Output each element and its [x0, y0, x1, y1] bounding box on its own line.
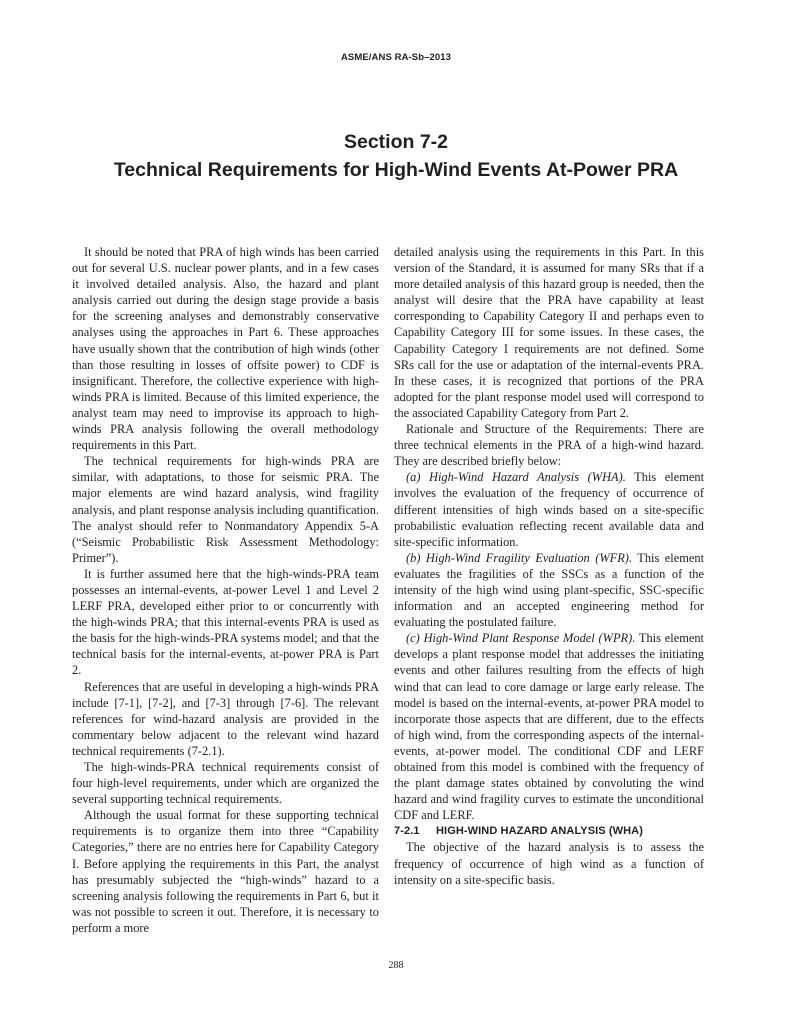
list-item-wpr	[394, 630, 704, 823]
list-item-label: (b) High-Wind Fragility Evaluation (WFR).	[406, 550, 633, 565]
page-number: 288	[388, 960, 404, 971]
list-item-wfr	[394, 550, 704, 630]
paragraph: It is further assumed here that the high-winds-PRA team possesses an internal-events, at-power Level 1 and Level 2 LERF PRA, developed either prior to or concurrently with the high-winds PRA; that this internal-events PRA is used as the basis for the high-winds-PRA systems model; and that the technical basis for the internal-events, at-power PRA is Part 2.	[72, 566, 379, 678]
paragraph: The high-winds-PRA technical requirements consist of four high-level requirements, under which are organized the several supporting technical requirements.	[72, 760, 379, 807]
section-title-block	[0, 128, 792, 184]
paragraph: Although the usual format for these supporting technical requirements is to organize them into three “Capability Categories,” there are no entries here for Capability Category I. Before applying the requirements in this Part, the analyst has presumably subjected the “high-winds” hazard to a screening analysis following the requirements in Part 6, but it was not possible to screen it out. Therefore, it is necessary to perform a more	[72, 808, 379, 935]
paragraph: The technical requirements for high-winds PRA are similar, with adaptations, to those for seismic PRA. The major elements are wind hazard analysis, wind fragility analysis, and plant response analysis including quantification. The analyst should refer to Nonmandatory Appendix 5-A (“Seismic Probabilistic Risk Assessment Methodology: Primer”).	[72, 454, 379, 565]
right-column	[394, 244, 704, 888]
running-header: ASME/ANS RA-Sb–2013	[340, 52, 452, 63]
list-item-text: This element develops a plant response model that addresses the initiating events and other failures resulting from the effects of high wind that can lead to core damage or large early release. The model is based on the internal-events, at-power PRA model to incorporate those aspects that are different, due to the effects of high wind, from the corresponding aspects of the internal-events, at-power model. The conditional CDF and LERF obtained from this model is combined with the frequency of the plant damage states obtained by convoluting the wind hazard and wind fragility curves to estimate the unconditional CDF and LERF.	[394, 631, 704, 823]
subsection-title: HIGH-WIND HAZARD ANALYSIS (WHA)	[436, 825, 643, 838]
list-item-text: This element involves the evaluation of the frequency of occurrence of different intensities of high winds based on a site-specific probabilistic evaluation reflecting recent available data and site-specific information.	[394, 470, 705, 549]
paragraph: It should be noted that PRA of high winds has been carried out for several U.S. nuclear power plants, and in a few cases it involved detailed analysis. Also, the hazard and plant analysis carried out during the design stage provide a basis for the screening analyses and demonstrably conservative analyses using the approaches in Part 6. These approaches have usually shown that the contribution of high winds (other than those resulting in losses of offsite power) to CDF is insignificant. Therefore, the collective experience with high-winds PRA is limited. Because of this limited experience, the analyst team may need to improvise its approach to high-winds PRA analysis following the overall methodology requirements in this Part.	[72, 245, 379, 453]
subsection-heading	[394, 823, 704, 839]
list-item-label: (a) High-Wind Hazard Analysis (WHA).	[406, 470, 626, 485]
paragraph: References that are useful in developing a high-winds PRA include [7-1], [7-2], and [7-3] through [7-6]. The relevant references for wind-hazard analysis are provided in the commentary below adjacent to the relevant wind hazard technical requirements (7-2.1).	[72, 679, 379, 758]
paragraph: The objective of the hazard analysis is to assess the frequency of occurrence of high wind as a function of intensity on a site-specific basis.	[394, 840, 704, 887]
paragraph-continuation: detailed analysis using the requirements in this Part. In this version of the Standard, it is assumed for many SRs that if a more detailed analysis of this hazard group is needed, then the analyst will desire that the PRA have capability at least corresponding to Capability Category II and perhaps even to Capability Category III for some issues. In these cases, the Capability Category I requirements are not defined. Some SRs call for the use or adaptation of the internal-events PRA. In these cases, it is recognized that portions of the PRA adopted for the plant response model used will correspond to the associated Capability Category from Part 2.	[394, 245, 704, 420]
section-number: Section 7-2	[343, 131, 449, 153]
list-item-label: (c) High-Wind Plant Response Model (WPR).	[406, 631, 636, 646]
subsection-number: 7-2.1	[394, 825, 420, 838]
list-item-text: This element evaluates the fragilities of the SSCs as a function of the intensity of the high wind using plant-specific, SSC-specific information and an accepted engineering method for evaluating the postulated failure.	[394, 550, 705, 630]
section-title: Technical Requirements for High-Wind Events At-Power PRA	[113, 159, 679, 181]
list-item-wha	[394, 469, 704, 549]
paragraph-rationale: Rationale and Structure of the Requirements: There are three technical elements in the PRA of a high-wind hazard. They are described briefly below:	[394, 422, 704, 469]
left-column	[72, 244, 379, 936]
